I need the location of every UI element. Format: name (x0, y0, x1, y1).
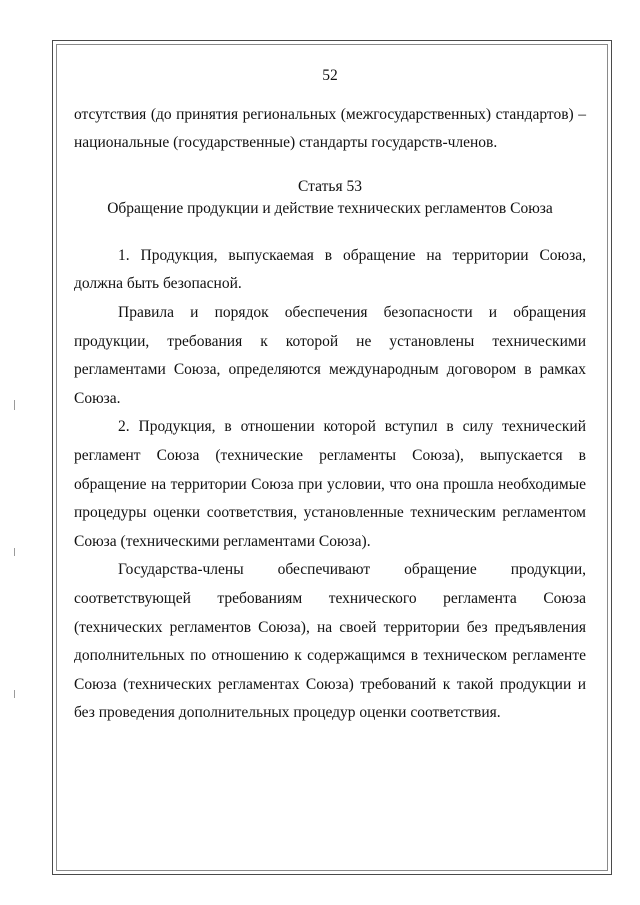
article-heading: Статья 53 (298, 177, 362, 195)
paragraph-3: 2. Продукция, в отношении которой вступил в силу технический регламент Союза (технические регламенты Союза), выпускается в обращение на территории Союза при условии, что она прошла необходимые процедуры оценки соответствия, установленные техническим регламентом Союза (техническими регламентами Союза). (74, 418, 586, 550)
document-body (74, 62, 586, 728)
scan-mark (14, 548, 15, 556)
scan-mark (14, 400, 15, 410)
continued-paragraph: отсутствия (до принятия региональных (межгосударственных) стандартов) – национальные (государственные) стандарты государств-членов. (74, 105, 586, 152)
paragraph-1: 1. Продукция, выпускаемая в обращение на территории Союза, должна быть безопасной. (74, 246, 586, 293)
paragraph-4: Государства-члены обеспечивают обращение продукции, соответствующей требованиям технического регламента Союза (технических регламентов Союза), на своей территории без предъявления дополнительных по отношению к содержащимся в техническом регламенте Союза (технических регламентах Союза) требований к такой продукции и без проведения дополнительных процедур оценки соответствия. (74, 561, 586, 722)
paragraph-2: Правила и порядок обеспечения безопасности и обращения продукции, требования к которой не установлены техническими регламентами Союза, определяются международным договором в рамках Союза. (74, 303, 586, 407)
article-title: Обращение продукции и действие технических регламентов Союза (107, 199, 553, 217)
page-number: 52 (322, 67, 338, 84)
scan-mark (14, 690, 15, 698)
